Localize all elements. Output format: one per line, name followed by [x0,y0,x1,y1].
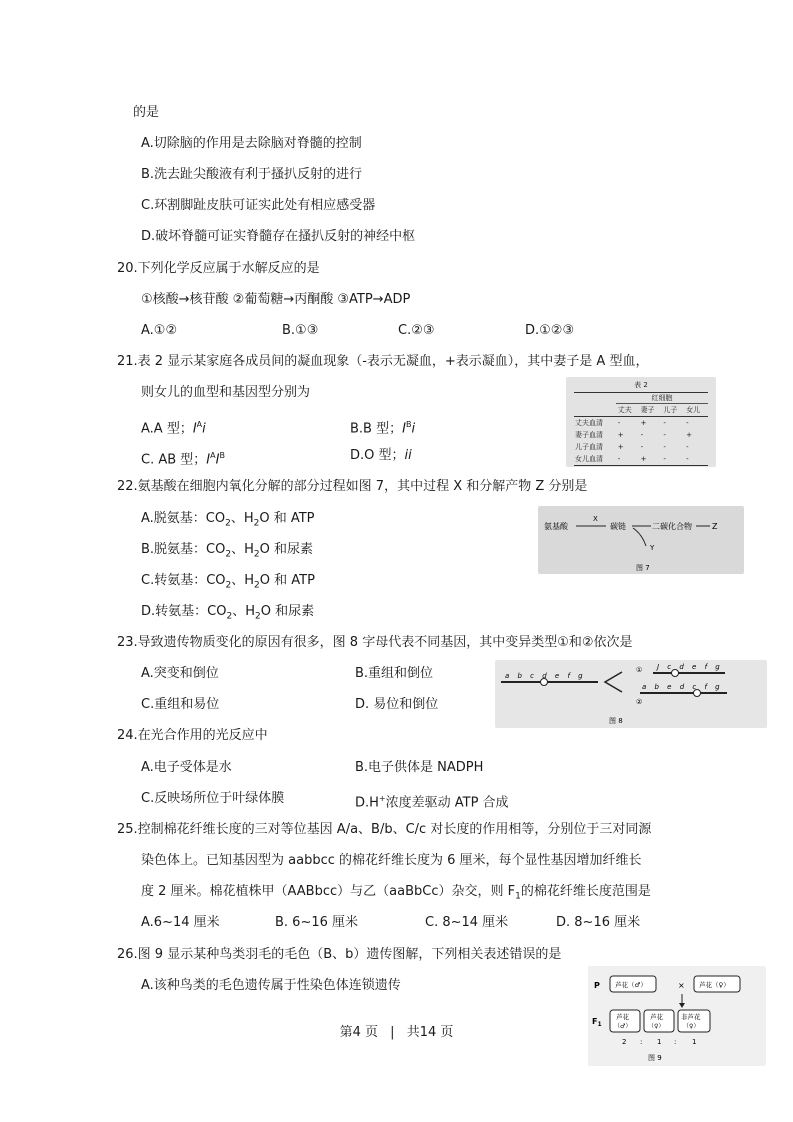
fig8-original-genes: a b c d e f g [505,672,586,680]
fig8-caption: 图 8 [609,717,623,725]
q20-option-a: A.①② [141,323,178,338]
fig7-x-label: X [593,515,598,523]
fig9-ratio-2: 1 [657,1038,662,1046]
table-cell: + [686,431,693,439]
table-cell: - [617,455,621,463]
col-header: 儿子 [663,406,678,414]
table-cell: - [686,443,689,451]
q25-option-c: C. 8~14 厘米 [425,915,509,930]
page-total: 共14 页 [406,1025,454,1040]
table-cell: - [663,419,666,427]
fig7-caption: 图 7 [636,564,650,572]
q26-option-a: A.该种鸟类的毛色遗传属于性染色体连锁遗传 [141,978,401,993]
fig8-mark-1: ① [636,666,643,674]
fig8-result-2-genes: a b e d c f g [642,683,723,691]
footer-separator: | [390,1025,395,1040]
q20-option-b: B.①③ [282,323,319,338]
q20-option-d: D.①②③ [525,323,575,338]
fig9-p-label: P [594,981,600,990]
q25-stem-line2: 染色体上。已知基因型为 aabbcc 的棉花纤维长度为 6 厘米，每个显性基因增加纤维长 [141,853,642,868]
table-cell: - [686,455,689,463]
q24-option-a: A.电子受体是水 [141,760,232,775]
q25-stem-line1: 25.控制棉花纤维长度的三对等位基因 A/a、B/b、C/c 对长度的作用相等，分别位于三对同源 [117,822,652,837]
q23-option-c: C.重组和易位 [141,697,220,712]
table-cell: + [640,455,647,463]
page-number: 第4 页 [339,1025,379,1040]
table-cell: + [640,419,647,427]
table-cell: - [663,431,666,439]
q22-option-a: A.脱氨基：$CO_2$、$H_2O$ 和 ATP [141,511,315,529]
fig9-ratio-sep: : [640,1038,643,1046]
fig7-amino-acid: 氨基酸 [544,522,568,531]
table-cell: + [617,431,624,439]
q24-option-d: D.H+浓度差驱动 ATP 合成 [355,794,509,811]
fig8-mark-2: ② [636,698,643,706]
figure-8 [495,660,767,728]
table-cell: - [686,419,689,427]
col-header [574,404,617,417]
q19-option-c: C.环割脚趾皮肤可证实此处有相应感受器 [141,198,376,213]
q22-stem: 22.氨基酸在细胞内氧化分解的部分过程如图 7，其中过程 X 和分解产物 Z 分别是 [117,479,588,494]
q20-option-c: C.②③ [398,323,435,338]
q19-option-b: B.洗去趾尖酸液有利于搔扒反射的进行 [141,167,363,182]
q26-stem: 26.图 9 显示某种鸟类羽毛的毛色（B、b）遗传图解，下列相关表述错误的是 [117,947,562,962]
table-2-title: 表 2 [634,381,648,389]
row-label: 女儿血清 [575,455,603,463]
table-row [574,441,708,453]
table-2-figure [566,377,716,467]
table-header-row [574,404,708,417]
fig9-caption: 图 9 [648,1054,662,1062]
q25-stem-line3: 度 2 厘米。棉花植株甲（AABbcc）与乙（aaBbCc）杂交，则 $F_1$的棉花纤维长度范围是 [141,884,651,902]
fig8-branch [605,672,622,692]
row-label: 妻子血清 [575,431,603,439]
fig9-ratio-1: 2 [622,1038,627,1046]
fig9-f1-label: $F_1$ [592,1017,602,1028]
q22-option-c: C.转氨基：$CO_2$、$H_2O$ 和 ATP [141,573,315,591]
q24-option-c: C.反映场所位于叶绿体膜 [141,791,285,806]
table-cell: - [640,431,644,439]
fig9-child-3-label: 非芦花 [681,1013,701,1021]
row-label: 丈夫血清 [575,419,603,427]
col-header: 女儿 [686,406,701,414]
table-2-header-group: 红细胞 [616,393,708,404]
table-row [574,453,708,466]
fig9-parent-male-label: 芦花（♂） [615,981,647,989]
fig9-cross: × [678,981,685,990]
fig9-child-1-sex: （♂） [614,1023,632,1030]
q24-option-b: B.电子供体是 NADPH [355,760,484,775]
q21-option-a: A.A 型；$I^Ai$ [141,420,206,437]
fig9-arrowhead [679,1003,685,1008]
q25-option-a: A.6~14 厘米 [141,915,220,930]
q25-option-d: D. 8~16 厘米 [556,915,641,930]
fig9-child-2-sex: （♀） [648,1023,665,1030]
fig9-child-2-label: 芦花 [650,1013,663,1021]
q23-option-d: D. 易位和倒位 [355,697,439,712]
table-cell: - [663,455,666,463]
q19-option-d: D.破坏脊髓可证实脊髓存在搔扒反射的神经中枢 [141,229,416,244]
col-header: 妻子 [640,406,655,414]
figure-7 [538,506,744,574]
q22-option-b: B.脱氨基：$CO_2$、$H_2O$ 和尿素 [141,542,313,560]
fig9-child-1-label: 芦花 [616,1013,629,1021]
page-footer [0,1021,793,1040]
fig7-carbon-chain: 碳链 [610,522,626,531]
table-cell: - [663,443,666,451]
table-cell: - [617,419,621,427]
q19-stem-tail: 的是 [133,105,160,120]
table-cell: - [640,443,644,451]
q20-stem: 20.下列化学反应属于水解反应的是 [117,261,320,276]
q23-option-b: B.重组和倒位 [355,666,434,681]
q22-option-d: D.转氨基：$CO_2$、$H_2O$ 和尿素 [141,604,315,622]
fig7-compound: 二碳化合物 [652,522,692,531]
q21-option-c: C. AB 型；$I^AI^B$ [141,451,225,468]
q20-items: ①核酸→核苷酸 ②葡萄糖→丙酮酸 ③ATP→ADP [141,292,411,307]
q21-option-b: B.B 型；$I^Bi$ [350,420,416,437]
col-header: 丈夫 [617,406,632,414]
figure-9 [588,966,766,1066]
q24-stem: 24.在光合作用的光反应中 [117,728,268,743]
q25-option-b: B. 6~16 厘米 [275,915,359,930]
q19-option-a: A.切除脑的作用是去除脑对脊髓的控制 [141,136,362,151]
fig9-child-3-sex: （♀） [683,1023,700,1030]
row-label: 儿子血清 [575,443,603,451]
fig7-z-label: Z [712,522,718,531]
fig7-y-label: Y [650,544,655,552]
q21-stem-line1: 21.表 2 显示某家庭各成员间的凝血现象（-表示无凝血，+表示凝血），其中妻子是 A 型血， [117,354,649,369]
table-cell: + [617,443,624,451]
fig8-result-1-genes: J c d e f g [657,663,723,671]
table-row [574,429,708,441]
q23-stem: 23.导致遗传物质变化的原因有很多，图 8 字母代表不同基因，其中变异类型①和②依次是 [117,635,633,650]
q21-stem-line2: 则女儿的血型和基因型分别为 [141,385,311,400]
fig7-arrow-y [633,528,646,546]
table-row [574,417,708,430]
table-2 [574,404,708,466]
q21-option-d: D.O 型；ii [350,448,412,463]
q23-option-a: A.突变和倒位 [141,666,219,681]
fig9-parent-female-label: 芦花（♀） [699,981,730,989]
fig9-ratio-3: 1 [692,1038,697,1046]
fig9-ratio-sep: : [674,1038,677,1046]
